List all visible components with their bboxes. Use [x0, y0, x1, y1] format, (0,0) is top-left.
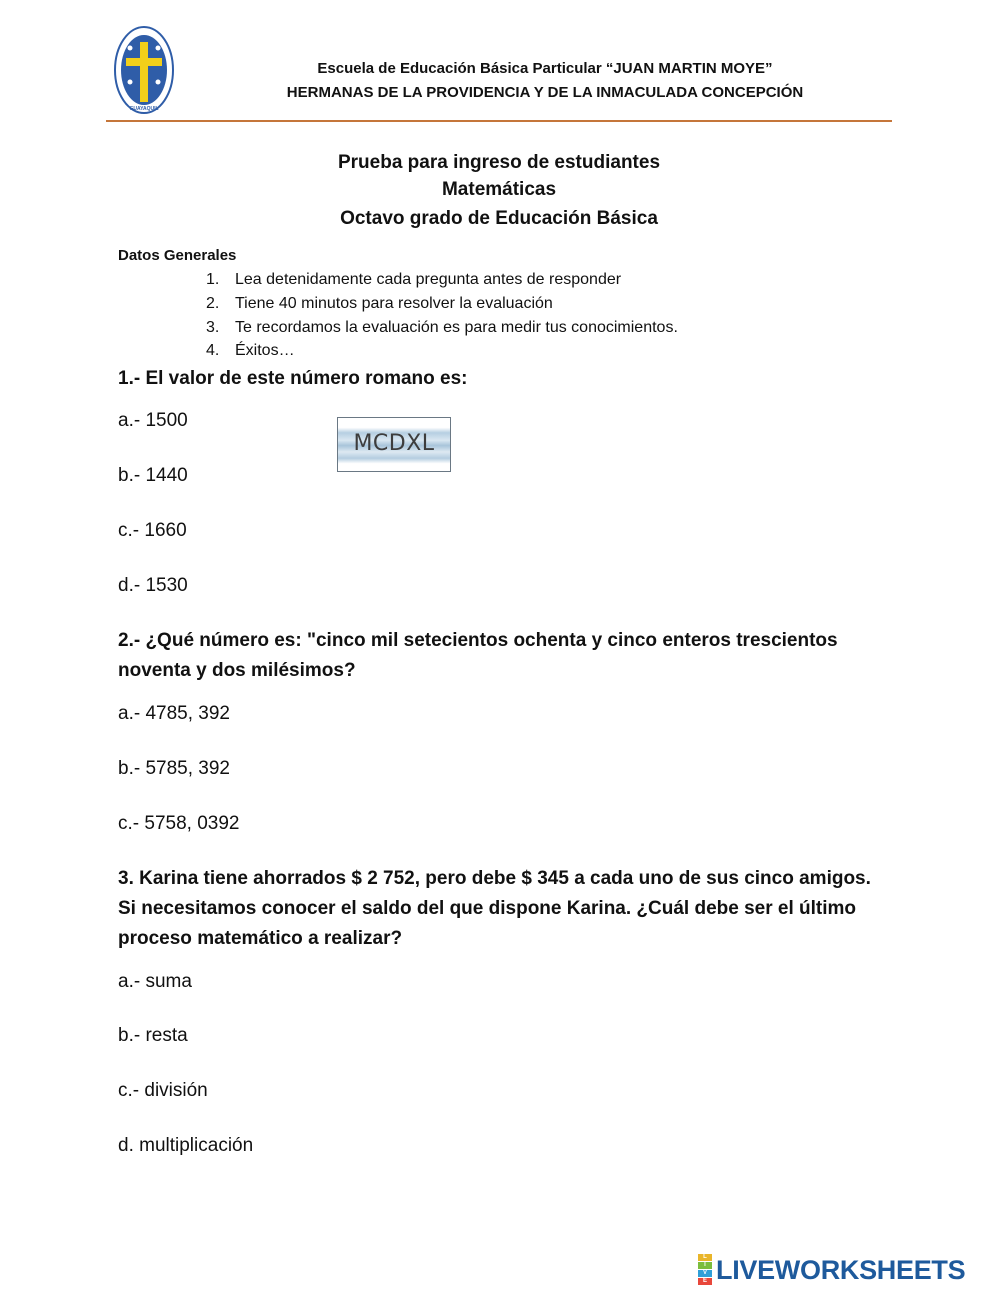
instruction-item	[206, 319, 678, 337]
instruction-item	[206, 271, 621, 289]
logo-letter: V	[698, 1270, 712, 1277]
instruction-number: 3.	[206, 319, 220, 336]
general-data-heading: Datos Generales	[118, 247, 237, 264]
instruction-text: Te recordamos la evaluación es para medir tus conocimientos.	[235, 319, 678, 336]
instruction-text: Éxitos…	[235, 342, 295, 359]
logo-letter: L	[698, 1254, 712, 1261]
instruction-item	[206, 295, 553, 313]
q3-option-c[interactable]: c.- división	[118, 1080, 208, 1101]
q3-option-d[interactable]: d. multiplicación	[118, 1135, 254, 1156]
instruction-item	[206, 342, 295, 360]
q1-option-a[interactable]: a.- 1500	[118, 410, 188, 431]
school-logo	[112, 24, 176, 120]
congregation-name: HERMANAS DE LA PROVIDENCIA Y DE LA INMACULADA CONCEPCIÓN	[286, 84, 804, 101]
liveworksheets-logo-icon	[698, 1254, 712, 1286]
q2-option-b[interactable]: b.- 5785, 392	[118, 758, 230, 779]
q3-option-a[interactable]: a.- suma	[118, 971, 192, 992]
instruction-number: 1.	[206, 271, 220, 288]
question-2-text: 2.- ¿Qué número es: "cinco mil setecientos ochenta y cinco enteros trescientos noventa y dos milésimos?	[118, 630, 838, 681]
header-divider	[106, 120, 892, 122]
q2-option-c[interactable]: c.- 5758, 0392	[118, 813, 240, 834]
q3-option-b[interactable]: b.- resta	[118, 1025, 188, 1046]
q1-option-c[interactable]: c.- 1660	[118, 520, 187, 541]
instruction-number: 2.	[206, 295, 220, 312]
roman-numeral-text: MCDXL	[353, 431, 435, 456]
watermark-text: LIVEWORKSHEETS	[716, 1254, 966, 1285]
q1-option-b[interactable]: b.- 1440	[118, 465, 188, 486]
question-1-text: 1.- El valor de este número romano es:	[118, 368, 468, 389]
logo-letter: E	[698, 1278, 712, 1285]
logo-caption: GUAYAQUIL	[129, 106, 159, 112]
instruction-text: Lea detenidamente cada pregunta antes de responder	[235, 271, 622, 288]
subject-title: Matemáticas	[441, 179, 557, 200]
grade-title: Octavo grado de Educación Básica	[340, 208, 658, 229]
instruction-text: Tiene 40 minutos para resolver la evaluación	[235, 295, 553, 312]
school-name: Escuela de Educación Básica Particular “JUAN MARTIN MOYE”	[317, 60, 773, 77]
liveworksheets-watermark[interactable]	[698, 1255, 965, 1285]
q2-option-a[interactable]: a.- 4785, 392	[118, 703, 230, 724]
test-title: Prueba para ingreso de estudiantes	[337, 152, 661, 173]
instruction-number: 4.	[206, 342, 220, 359]
logo-letter: I	[698, 1262, 712, 1269]
question-3-text: 3. Karina tiene ahorrados $ 2 752, pero debe $ 345 a cada uno de sus cinco amigos. Si necesitamos conocer el saldo del que dispone Karina. ¿Cuál debe ser el último proceso matemático a realizar?	[118, 868, 871, 949]
q1-option-d[interactable]: d.- 1530	[118, 575, 188, 596]
roman-numeral-image	[337, 417, 451, 472]
